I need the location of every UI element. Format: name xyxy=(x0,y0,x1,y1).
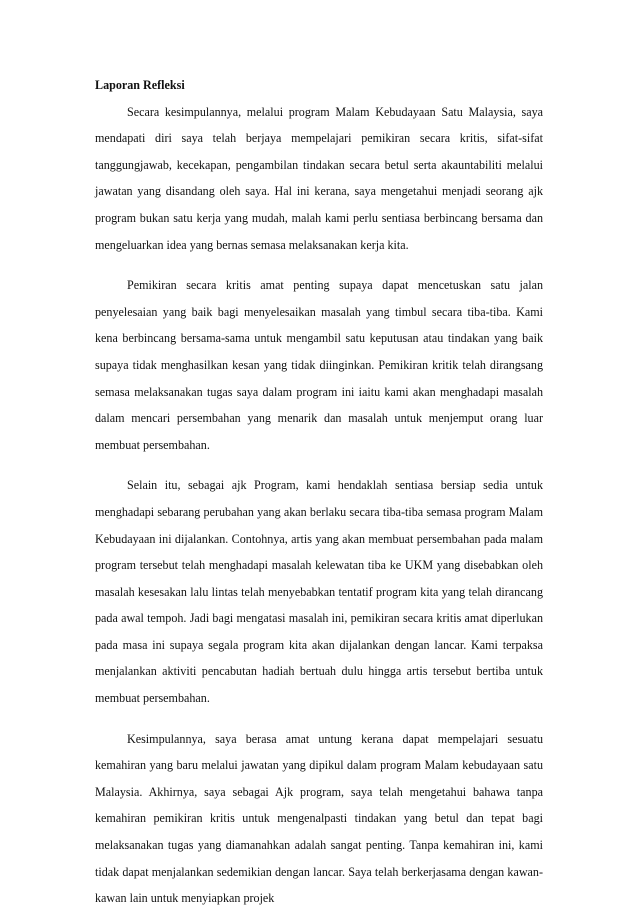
document-title: Laporan Refleksi xyxy=(95,78,185,92)
paragraph-3: Selain itu, sebagai ajk Program, kami hendaklah sentiasa bersiap sedia untuk menghadapi sebarang perubahan yang akan berlaku secara tiba-tiba semasa program Malam Kebudayaan ini dijalankan. Contohnya, artis yang akan membuat persembahan pada malam program tersebut telah menghadapi masalah kelewatan tiba ke UKM yang disebabkan oleh masalah kesesakan lalu lintas telah menyebabkan tentatif program kita yang telah dirancang pada awal tempoh. Jadi bagi mengatasi masalah ini, pemikiran secara kritis amat diperlukan pada masa ini supaya segala program kita akan dijalankan dengan lancar. Kami terpaksa menjalankan aktiviti pencabutan hadiah bertuah dulu hingga artis tersebut bertiba untuk membuat persembahan. xyxy=(95,478,543,706)
paragraph-4: Kesimpulannya, saya berasa amat untung kerana dapat mempelajari sesuatu kemahiran yang baru melalui jawatan yang dipikul dalam program Malam kebudayaan satu Malaysia. Akhirnya, saya sebagai Ajk program, saya telah mengetahui bahawa tanpa kemahiran pemikiran kritis untuk mengenalpasti tindakan yang betul dan tepat bagi melaksanakan tugas yang diamanahkan adalah sangat penting. Tanpa kemahiran ini, kami tidak dapat menjalankan sedemikian dengan lancar. Saya telah berkerjasama dengan kawan-kawan lain untuk menyiapkan projek xyxy=(95,731,543,906)
document-body xyxy=(95,72,543,912)
paragraph-1: Secara kesimpulannya, melalui program Malam Kebudayaan Satu Malaysia, saya mendapati diri saya telah berjaya mempelajari pemikiran secara kritis, sifat-sifat tanggungjawab, kecekapan, pengambilan tindakan secara betul serta akauntabiliti melalui jawatan yang disandang oleh saya. Hal ini kerana, saya mengetahui menjadi seorang ajk program bukan satu kerja yang mudah, malah kami perlu sentiasa berbincang bersama dan mengeluarkan idea yang bernas semasa melaksanakan kerja kita. xyxy=(95,104,543,252)
paragraph-2: Pemikiran secara kritis amat penting supaya dapat mencetuskan satu jalan penyelesaian yang baik bagi menyelesaikan masalah yang timbul secara tiba-tiba. Kami kena berbincang bersama-sama untuk mengambil satu keputusan atau tindakan yang baik supaya tidak menghasilkan kesan yang tidak diinginkan. Pemikiran kritik telah dirangsang semasa melaksanakan tugas saya dalam program ini iaitu kami akan menghadapi masalah dalam mencari persembahan yang menarik dan masalah untuk menjemput orang luar membuat persembahan. xyxy=(95,278,543,452)
